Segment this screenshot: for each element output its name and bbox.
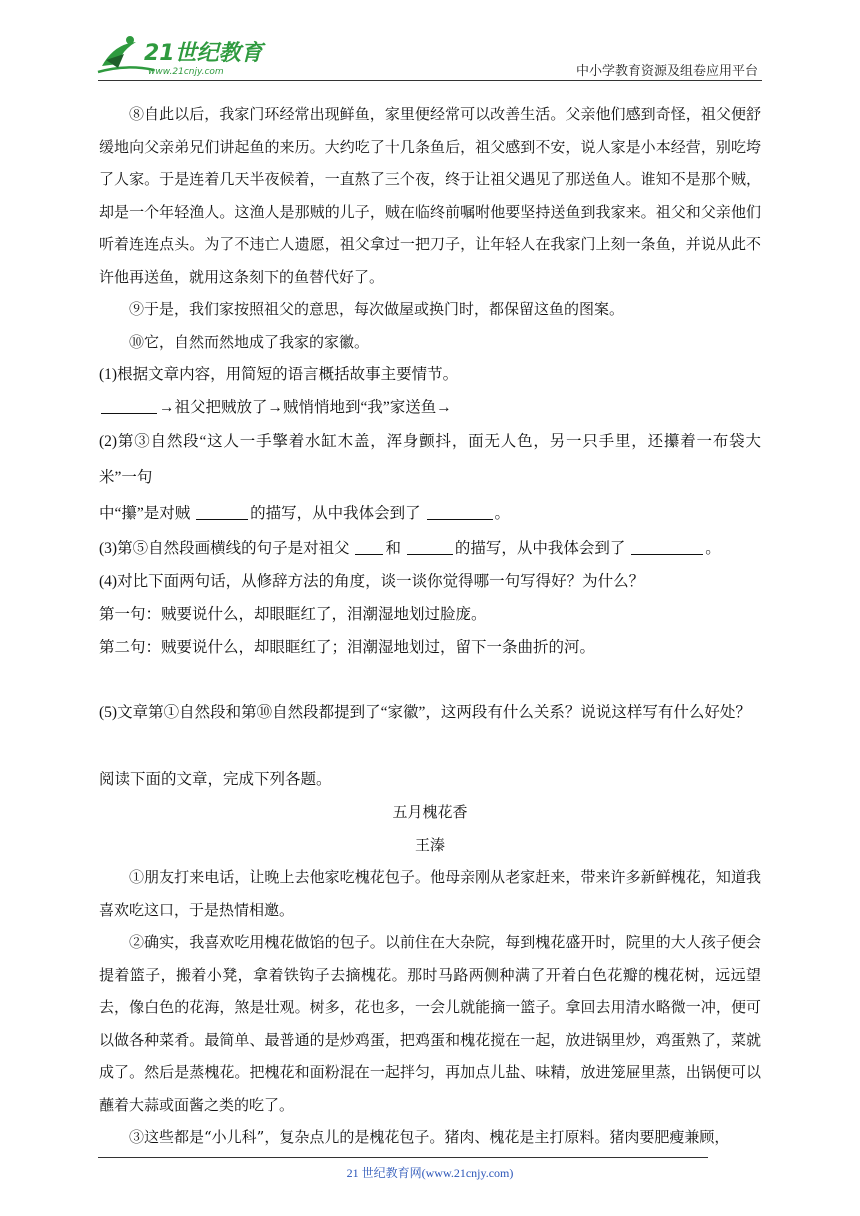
article-paragraph-2: ②确实，我喜欢吃用槐花做馅的包子。以前住在大杂院，每到槐花盛开时，院里的大人孩子便会提着篮子，搬着小凳，拿着铁钩子去摘槐花。那时马路两侧种满了开着白色花瓣的槐花树，远远望去，像白色的花海，煞是壮观。树多，花也多，一会儿就能摘一篮子。拿回去用清水略微一冲，便可以做各种菜肴。最简单、最普通的是炒鸡蛋，把鸡蛋和槐花搅在一起，放进锅里炒，鸡蛋熟了，菜就成了。然后是蒸槐花。把槐花和面粉混在一起拌匀，再加点儿盐、味精，放进笼屉里蒸，出锅便可以蘸着大蒜或面酱之类的吃了。 [99,933,761,1114]
question-1-answer-text: →祖父把贼放了→贼悄悄地到“我”家送鱼→ [159,399,452,416]
sentence-2: 第二句：贼要说什么，却眼眶红了；泪潮湿地划过，留下一条曲折的河。 [99,639,596,656]
paragraph-9: ⑨于是，我们家按照祖父的意思，每次做屋或换门时，都保留这鱼的图案。 [129,300,625,318]
question-2 [99,424,761,532]
paragraph-10: ⑩它，自然而然地成了我家的家徽。 [129,332,370,351]
footer-link[interactable]: 21 世纪教育网(www.21cnjy.com) [346,1166,514,1180]
answer-blank[interactable] [355,539,383,555]
question-1-answer [99,391,761,424]
page-header [0,0,860,84]
emphasis-char: 攥 [663,433,681,450]
paragraph-8: ⑧自此以后，我家门环经常出现鲜鱼，家里便经常可以改善生活。父亲他们感到奇怪，祖父便舒缓地向父亲弟兄们讲起鱼的来历。大约吃了十几条鱼后，祖父感到不安，说人家是小本经营，别吃垮了人家。于是连着几天半夜候着，一直熬了三个夜，终于让祖父遇见了那送鱼人。谁知不是那个贼，却是一个年轻渔人。这渔人是那贼的儿子，贼在临终前嘱咐他要坚持送鱼到我家来。祖父和父亲他们听着连连点头。为了不违亡人遗愿，祖父拿过一把刀子，让年轻人在我家门上刻一条鱼，并说从此不许他再送鱼，就用这条刻下的鱼替代好了。 [99,105,761,286]
article-paragraph-3: ③这些都是“小儿科”，复杂点儿的是槐花包子。猪肉、槐花是主打原料。猪肉要肥瘦兼顾， [129,1128,730,1146]
answer-blank[interactable] [196,504,248,520]
answer-blank[interactable] [631,539,703,555]
answer-blank[interactable] [427,504,493,520]
header-divider [98,80,762,81]
answer-blank[interactable] [101,398,157,414]
answer-space[interactable] [99,664,761,696]
answer-blank[interactable] [407,539,453,555]
question-2-text-b: 着一布袋大米”一句 [99,433,761,486]
logo-url: www.21cnjy.com [148,67,224,77]
question-5: (5)文章第①自然段和第⑩自然段都提到了“家徽”，这两段有什么关系？说说这样写有什么好处？ [99,704,751,721]
question-1: (1)根据文章内容，用简短的语言概括故事主要情节。 [99,366,459,383]
question-3-text-a: (3)第⑤自然段画横线的句子是对祖父 [99,540,350,557]
reading-instruction: 阅读下面的文章，完成下列各题。 [99,771,332,788]
sentence-1: 第一句：贼要说什么，却眼眶红了，泪潮湿地划过脸庞。 [99,606,487,623]
footer-divider [98,1157,708,1158]
question-4: (4)对比下面两句话，从修辞方法的角度，谈一谈你觉得哪一句写得好？为什么？ [99,573,645,590]
article-author: 王溱 [414,835,445,854]
question-2-text-a: (2)第③自然段“这人一手擎着水缸木盖，浑身颤抖，面无人色，另一只手里，还 [99,433,664,450]
article-title: 五月槐花香 [392,803,468,821]
site-logo [96,34,266,78]
document-body [99,98,761,1154]
question-3-end: 。 [705,540,721,557]
question-2-text-c: 中“攥”是对贼 [99,505,191,522]
question-3 [99,532,761,565]
question-3-text-c: 的描写，从中我体会到了 [454,540,626,557]
question-2-text-d: 的描写，从中我体会到了 [250,505,421,522]
platform-name: 中小学教育资源及组卷应用平台 [575,64,758,79]
logo-wordmark: 21世纪教育 [144,41,263,66]
question-3-text-b: 和 [385,540,401,557]
answer-space[interactable] [99,729,761,763]
article-paragraph-1: ①朋友打来电话，让晚上去他家吃槐花包子。他母亲刚从老家赶来，带来许多新鲜槐花，知道我喜欢吃这口，于是热情相邀。 [99,868,761,919]
question-2-end: 。 [494,505,511,522]
